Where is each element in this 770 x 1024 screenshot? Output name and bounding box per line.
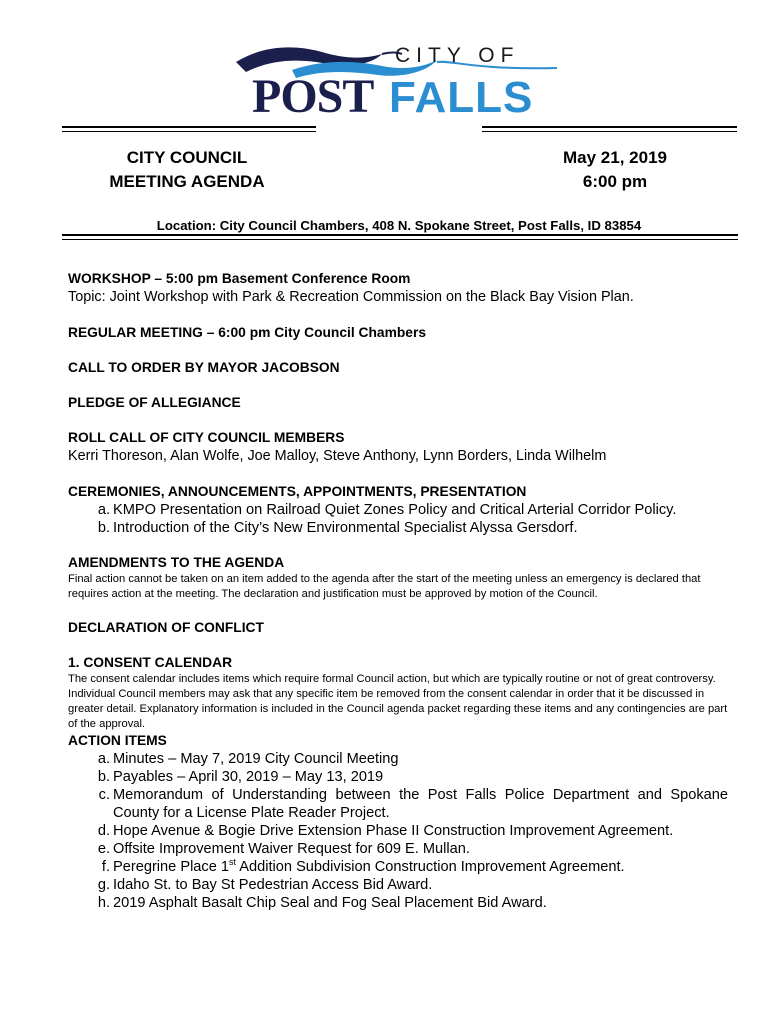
logo-falls-text: FALLS [389, 73, 534, 122]
list-item-text: 2019 Asphalt Basalt Chip Seal and Fog Seal Placement Bid Award. [113, 895, 547, 911]
logo-city-of-text: CITY OF [395, 44, 520, 67]
list-item-text: Memorandum of Understanding between the Post Falls Police Department and Spokane County for a License Plate Reader Project. [113, 787, 728, 821]
location-rule [62, 234, 738, 240]
list-item [68, 750, 728, 768]
title-block [92, 146, 282, 194]
conflict-title: DECLARATION OF CONFLICT [68, 620, 264, 635]
list-item [68, 786, 728, 822]
amendments-note: Final action cannot be taken on an item added to the agenda after the start of the meeting unless an emergency is declared that requires action at the meeting. The declaration and justification must be approved by motion of the Council. [68, 573, 701, 600]
roll-call-title: ROLL CALL OF CITY COUNCIL MEMBERS [68, 430, 345, 445]
list-item-text: Peregrine Place 1 [113, 859, 230, 875]
call-to-order-title: CALL TO ORDER BY MAYOR JACOBSON [68, 360, 340, 375]
list-item [68, 768, 728, 786]
header-rule-left [62, 126, 316, 132]
list-item-text: KMPO Presentation on Railroad Quiet Zones Policy and Critical Arterial Corridor Policy. [113, 502, 677, 518]
meeting-time: 6:00 pm [582, 172, 648, 191]
meeting-location: Location: City Council Chambers, 408 N. Spokane Street, Post Falls, ID 83854 [156, 218, 642, 233]
workshop-topic: Topic: Joint Workshop with Park & Recreation Commission on the Black Bay Vision Plan. [68, 289, 634, 305]
list-item-text: Addition Subdivision Construction Improvement Agreement. [236, 859, 625, 875]
ceremonies-list [68, 501, 728, 537]
logo-post-text: POST [252, 70, 374, 123]
ceremonies-title: CEREMONIES, ANNOUNCEMENTS, APPOINTMENTS, PRESENTATION [68, 484, 527, 499]
header-rule-right [482, 126, 737, 132]
consent-calendar-title: 1. CONSENT CALENDAR [68, 655, 233, 670]
amendments-title: AMENDMENTS TO THE AGENDA [68, 555, 285, 570]
list-item [68, 822, 728, 840]
agenda-content [68, 270, 728, 912]
regular-meeting-title: REGULAR MEETING – 6:00 pm City Council Chambers [68, 325, 427, 340]
list-marker: b. [97, 520, 110, 536]
title-line-1: CITY COUNCIL [126, 148, 248, 167]
list-marker: e. [97, 841, 110, 857]
list-item [68, 519, 728, 537]
pledge-title: PLEDGE OF ALLEGIANCE [68, 395, 241, 410]
list-marker: a. [97, 502, 110, 518]
list-item [68, 876, 728, 894]
list-item [68, 840, 728, 858]
list-item [68, 501, 728, 519]
city-logo [232, 40, 562, 124]
roll-call-members: Kerri Thoreson, Alan Wolfe, Joe Malloy, Steve Anthony, Lynn Borders, Linda Wilhelm [68, 448, 607, 464]
meeting-date: May 21, 2019 [563, 148, 667, 167]
list-marker: c. [98, 787, 110, 803]
list-item-text: Hope Avenue & Bogie Drive Extension Phase II Construction Improvement Agreement. [113, 823, 674, 839]
list-marker: h. [97, 895, 110, 911]
consent-calendar-note: The consent calendar includes items which require formal Council action, but which are typically routine or not of great controversy. Individual Council members may ask that any specific item be removed from the consent calendar in order that it be discussed in greater detail. Explanatory information is included in the Council agenda packet regarding these items and any contingencies are part of the approval. [68, 673, 728, 730]
list-marker: f. [101, 859, 110, 875]
date-block [525, 146, 705, 194]
list-item-text: Idaho St. to Bay St Pedestrian Access Bid Award. [113, 877, 433, 893]
title-line-2: MEETING AGENDA [109, 172, 265, 191]
action-items-title: ACTION ITEMS [68, 733, 167, 748]
list-item-text: Introduction of the City’s New Environmental Specialist Alyssa Gersdorf. [113, 520, 578, 536]
ordinal-suffix: st [229, 857, 237, 868]
list-marker: b. [97, 769, 110, 785]
list-item-text: Minutes – May 7, 2019 City Council Meeting [113, 751, 399, 767]
action-items-list [68, 750, 728, 912]
list-item [68, 894, 728, 912]
list-item-text: Payables – April 30, 2019 – May 13, 2019 [113, 769, 384, 785]
list-item [68, 858, 728, 876]
list-item-text: Offsite Improvement Waiver Request for 609 E. Mullan. [113, 841, 470, 857]
list-marker: d. [97, 823, 110, 839]
list-marker: a. [97, 751, 110, 767]
workshop-title: WORKSHOP – 5:00 pm Basement Conference Room [68, 271, 411, 286]
list-marker: g. [97, 877, 110, 893]
